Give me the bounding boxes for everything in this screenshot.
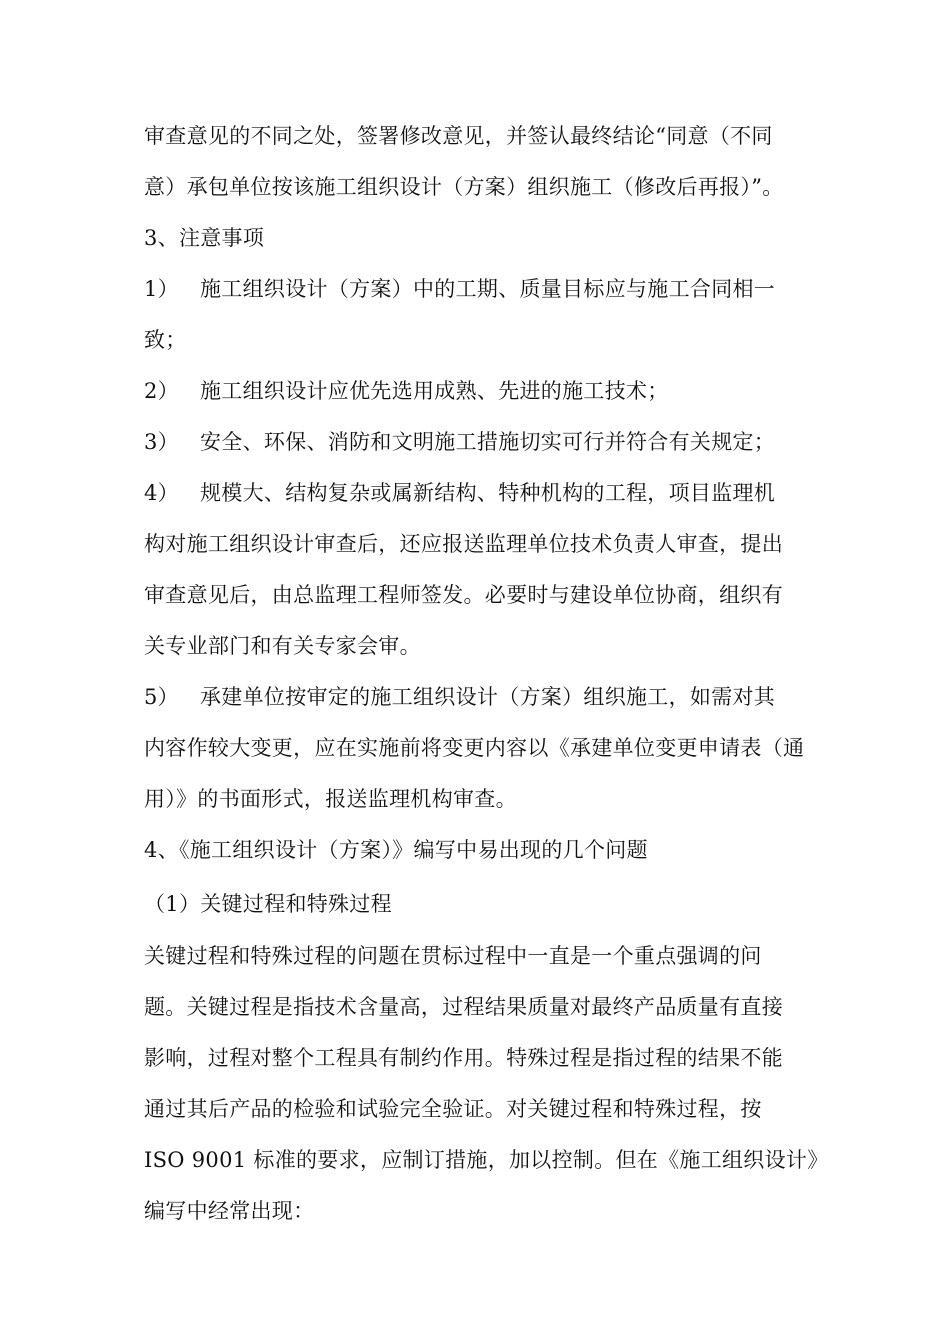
- list-item-text: 施工组织设计应优先选用成熟、先进的施工技术；: [200, 379, 669, 403]
- item-number: 1）: [144, 277, 179, 301]
- item-number: 5）: [144, 685, 179, 709]
- list-item-text: 承建单位按审定的施工组织设计（方案）组织施工，如需对其: [200, 685, 776, 709]
- paragraph-line: 通过其后产品的检验和试验完全验证。对关键过程和特殊过程，按: [144, 1097, 762, 1121]
- list-item-4: [144, 479, 814, 507]
- list-item-text: 规模大、结构复杂或属新结构、特种机构的工程，项目监理机: [200, 481, 776, 505]
- paragraph-line: 关专业部门和有关专家会审。: [144, 634, 421, 658]
- list-item-1: [144, 275, 814, 303]
- paragraph-line: 致；: [144, 328, 187, 352]
- paragraph-line: 关键过程和特殊过程的问题在贯标过程中一直是一个重点强调的问: [144, 944, 762, 968]
- paragraph-line: 影响，过程对整个工程具有制约作用。特殊过程是指过程的结果不能: [144, 1046, 783, 1070]
- list-item-5: [144, 683, 814, 711]
- paragraph-line: 审查意见的不同之处，签署修改意见，并签认最终结论“同意（不同: [144, 124, 773, 148]
- paragraph-line: 构对施工组织设计审查后，还应报送监理单位技术负责人审查，提出: [144, 532, 783, 556]
- section-heading: 4、《施工组织设计（方案）》编写中易出现的几个问题: [144, 838, 648, 862]
- list-item-text: 安全、环保、消防和文明施工措施切实可行并符合有关规定；: [200, 430, 776, 454]
- subsection-heading: （1）关键过程和特殊过程: [144, 892, 392, 916]
- section-heading: 3、注意事项: [144, 226, 265, 250]
- paragraph-line: 用）》的书面形式，报送监理机构审查。: [144, 787, 517, 811]
- paragraph-line: 题。关键过程是指技术含量高，过程结果质量对最终产品质量有直接: [144, 995, 783, 1019]
- paragraph-line: ISO 9001 标准的要求，应制订措施，加以控制。但在《施工组织设计》: [144, 1148, 829, 1172]
- list-item-2: [144, 377, 814, 405]
- list-item-text: 施工组织设计（方案）中的工期、质量目标应与施工合同相一: [200, 277, 776, 301]
- item-number: 2）: [144, 379, 179, 403]
- paragraph-line: 编写中经常出现：: [144, 1199, 315, 1223]
- paragraph-line: 意）承包单位按该施工组织设计（方案）组织施工（修改后再报）”。: [144, 175, 784, 199]
- item-number: 4）: [144, 481, 179, 505]
- paragraph-line: 内容作较大变更，应在实施前将变更内容以《承建单位变更申请表（通: [144, 736, 805, 760]
- list-item-3: [144, 428, 814, 456]
- item-number: 3）: [144, 430, 179, 454]
- paragraph-line: 审查意见后，由总监理工程师签发。必要时与建设单位协商，组织有: [144, 583, 783, 607]
